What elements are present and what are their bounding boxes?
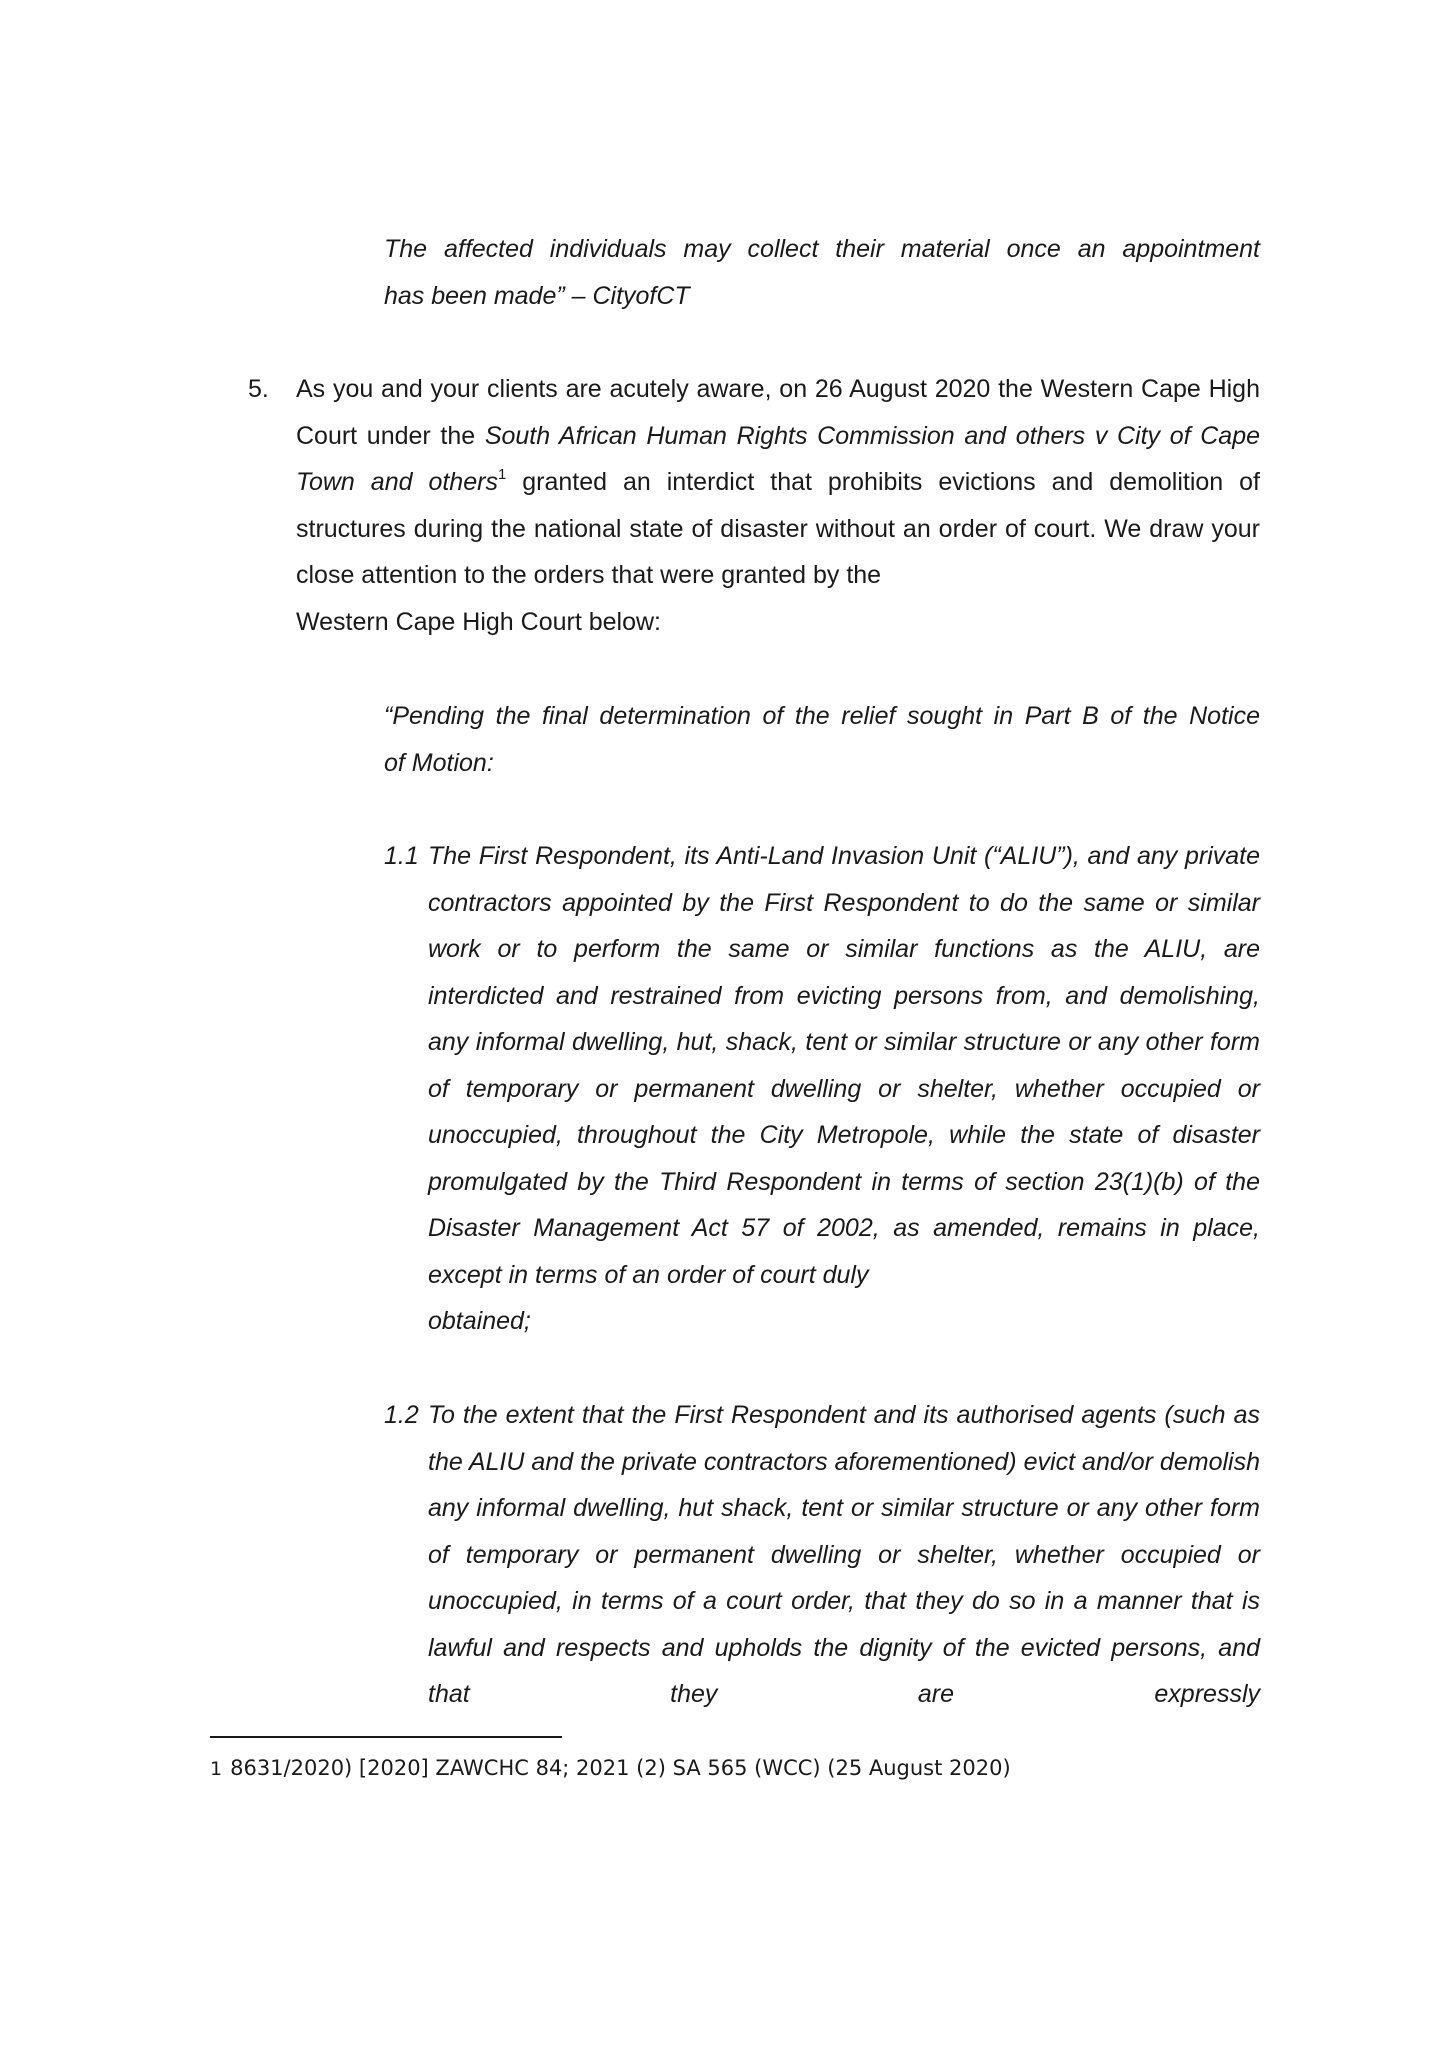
footnote-reference[interactable]: 1 — [497, 465, 507, 483]
paragraph-5-body — [296, 366, 1260, 599]
court-order-1-1 — [384, 833, 1260, 1345]
paragraph-5-text-b: granted an interdict that prohibits evictions and demolition of structures during the national state of disaster without an order of court. We draw your close attention to the orders that were granted by the — [296, 468, 1260, 589]
court-order-1-2 — [384, 1392, 1260, 1718]
block-quote-top — [384, 226, 1260, 319]
order-text: To the extent that the First Respondent and its authorised agents (such as the ALIU and the private contractors aforementioned) evict and/or demolish any informal dwelling, hut shack, tent or similar structure or any other form of temporary or permanent dwelling or shelter, whether occupied or unoccupied, in terms of a court order, that they do so in a manner that is lawful and respects and upholds the dignity of the evicted persons, and that they are expressly — [428, 1401, 1260, 1708]
order-text: The First Respondent, its Anti-Land Invasion Unit (“ALIU”), and any private contractors appointed by the First Respondent to do the same or similar work or to perform the same or similar functions as the ALIU, are interdicted and restrained from evicting persons from, and demolishing, any informal dwelling, hut, shack, tent or similar structure or any other form of temporary or permanent dwelling or shelter, whether occupied or unoccupied, throughout the City Metropole, while the state of disaster promulgated by the Third Respondent in terms of section 23(1)(b) of the Disaster Management Act 57 of 2002, as amended, remains in place, except in terms of an order of court duly — [428, 842, 1260, 1289]
court-quote-intro-line-2: of Motion: — [384, 748, 494, 777]
paragraph-5-text-a: As you and your clients are acutely aware, on 26 August 2020 the Western Cape High Court under the — [296, 375, 1260, 450]
order-number: 1.2 — [384, 1401, 419, 1429]
court-quote-intro-line-1: “Pending the final determination of the relief sought in Part B of the Notice — [384, 702, 1260, 730]
footnote-text: 8631/2020) [2020] ZAWCHC 84; 2021 (2) SA 565 (WCC) (25 August 2020) — [230, 1756, 1011, 1780]
court-quote-intro — [384, 693, 1260, 786]
footnote-separator — [210, 1736, 562, 1738]
quote-line-2: has been made” – CityofCT — [384, 281, 690, 310]
order-number: 1.1 — [384, 842, 419, 870]
footnote-mark: 1 — [210, 1758, 223, 1780]
paragraph-5 — [248, 366, 1261, 645]
paragraph-5-last-line: Western Cape High Court below: — [296, 607, 661, 636]
footnote — [210, 1752, 1260, 1785]
quote-line-1: The affected individuals may collect their material once an appointment — [384, 235, 1260, 263]
paragraph-number: 5. — [248, 375, 269, 403]
case-name: South African Human Rights Commission and others v City of Cape Town and others — [296, 421, 1261, 496]
order-text-last-line: obtained; — [428, 1307, 531, 1335]
